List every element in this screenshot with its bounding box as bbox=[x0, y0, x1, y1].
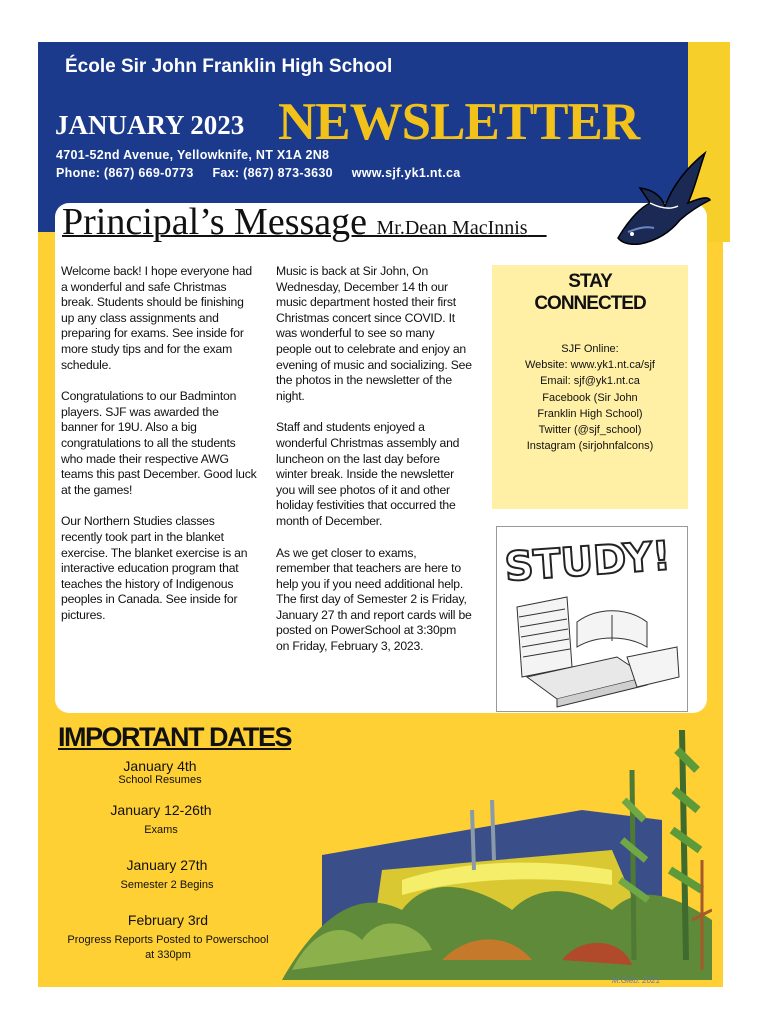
school-painting bbox=[282, 710, 712, 980]
school-contact-line: Phone: (867) 669-0773 Fax: (867) 873-3630 www.sjf.yk1.nt.ca bbox=[56, 166, 461, 180]
study-illustration bbox=[496, 526, 688, 712]
paragraph: As we get closer to exams, remember that teachers are here to help you if you need additional help. The first day of Semester 2 is Friday, January 27 th and report cards will be posted on PowerSchool at 3:30pm on Friday, February 3, 2023. bbox=[276, 545, 472, 654]
stay-connected-links bbox=[492, 341, 688, 454]
stay-connected-box bbox=[492, 265, 688, 509]
stay-title-line: CONNECTED bbox=[534, 293, 646, 314]
twitter-link[interactable]: Twitter (@sjf_school) bbox=[538, 424, 642, 437]
artist-signature: M.Gleb. 2021 bbox=[612, 976, 661, 985]
date-item bbox=[100, 857, 234, 891]
paragraph: Staff and students enjoyed a wonderful Christmas assembly and luncheon on the last day before winter break. Inside the newsletter you will see photos of it and other holiday festivities that occurred the month of December. bbox=[276, 420, 460, 528]
paragraph: Our Northern Studies classes recently took part in the blanket exercise. The blanket exercise is an interactive education program that teaches the history of Indigenous peoples in Canada. See inside for pictures. bbox=[61, 514, 248, 622]
principal-author: Mr.Dean MacInnis bbox=[376, 217, 528, 239]
date-item bbox=[100, 758, 220, 786]
date-event: Semester 2 Begins bbox=[120, 879, 214, 891]
date-event-cont: at 330pm bbox=[145, 949, 191, 961]
date-item bbox=[96, 802, 226, 836]
message-column-2 bbox=[276, 264, 472, 671]
date-label: February 3rd bbox=[127, 912, 209, 928]
date-label: January 12-26th bbox=[110, 802, 212, 818]
newsletter-month: JANUARY 2023 bbox=[55, 110, 245, 140]
date-event: Progress Reports Posted to Powerschool bbox=[67, 934, 269, 946]
message-column-1 bbox=[61, 264, 257, 639]
study-word: STUDY! bbox=[503, 533, 673, 591]
facebook-link-cont[interactable]: Franklin High School) bbox=[537, 407, 643, 420]
date-event: School Resumes bbox=[118, 774, 202, 786]
stay-line: SJF Online: bbox=[561, 343, 619, 355]
paragraph: Music is back at Sir John, On Wednesday, December 14 th our music department hosted their first Christmas concert since COVID. It was wonderful to see so many people out to celebrate and enjoy an evening of music and socializing. See the photos in the newsletter of the night. bbox=[276, 264, 472, 403]
email-link[interactable]: Email: sjf@yk1.nt.ca bbox=[540, 375, 640, 388]
important-dates-heading: IMPORTANT DATES bbox=[58, 722, 291, 752]
study-books-icon bbox=[497, 527, 687, 711]
website-link[interactable]: Website: www.yk1.nt.ca/sjf bbox=[524, 359, 655, 372]
falcon-mascot-icon bbox=[610, 148, 712, 248]
newsletter-title: NEWSLETTER bbox=[278, 93, 640, 151]
stay-connected-title bbox=[492, 271, 688, 315]
date-label: January 4th bbox=[123, 758, 197, 774]
instagram-link[interactable]: Instagram (sirjohnfalcons) bbox=[526, 440, 654, 453]
school-name: École Sir John Franklin High School bbox=[65, 56, 393, 77]
paragraph: Welcome back! I hope everyone had a wonderful and safe Christmas break. Students should be finishing up any class assignments and preparing for exams. See inside for more study tips and for the exam schedule. bbox=[61, 264, 253, 372]
principal-message-heading bbox=[62, 200, 547, 244]
date-event: Exams bbox=[144, 824, 178, 836]
stay-title-line: STAY bbox=[568, 271, 612, 292]
date-item bbox=[58, 912, 278, 961]
school-address: 4701-52nd Avenue, Yellowknife, NT X1A 2N8 bbox=[56, 148, 330, 162]
facebook-link[interactable]: Facebook (Sir John bbox=[542, 391, 638, 404]
paragraph: Congratulations to our Badminton players. SJF was awarded the banner for 19U. Also a big congratulations to all the students who made their respective AWG teams this past December. Good luck at the games! bbox=[61, 389, 257, 497]
principal-heading-text: Principal’s Message bbox=[62, 201, 368, 243]
date-label: January 27th bbox=[126, 857, 208, 873]
